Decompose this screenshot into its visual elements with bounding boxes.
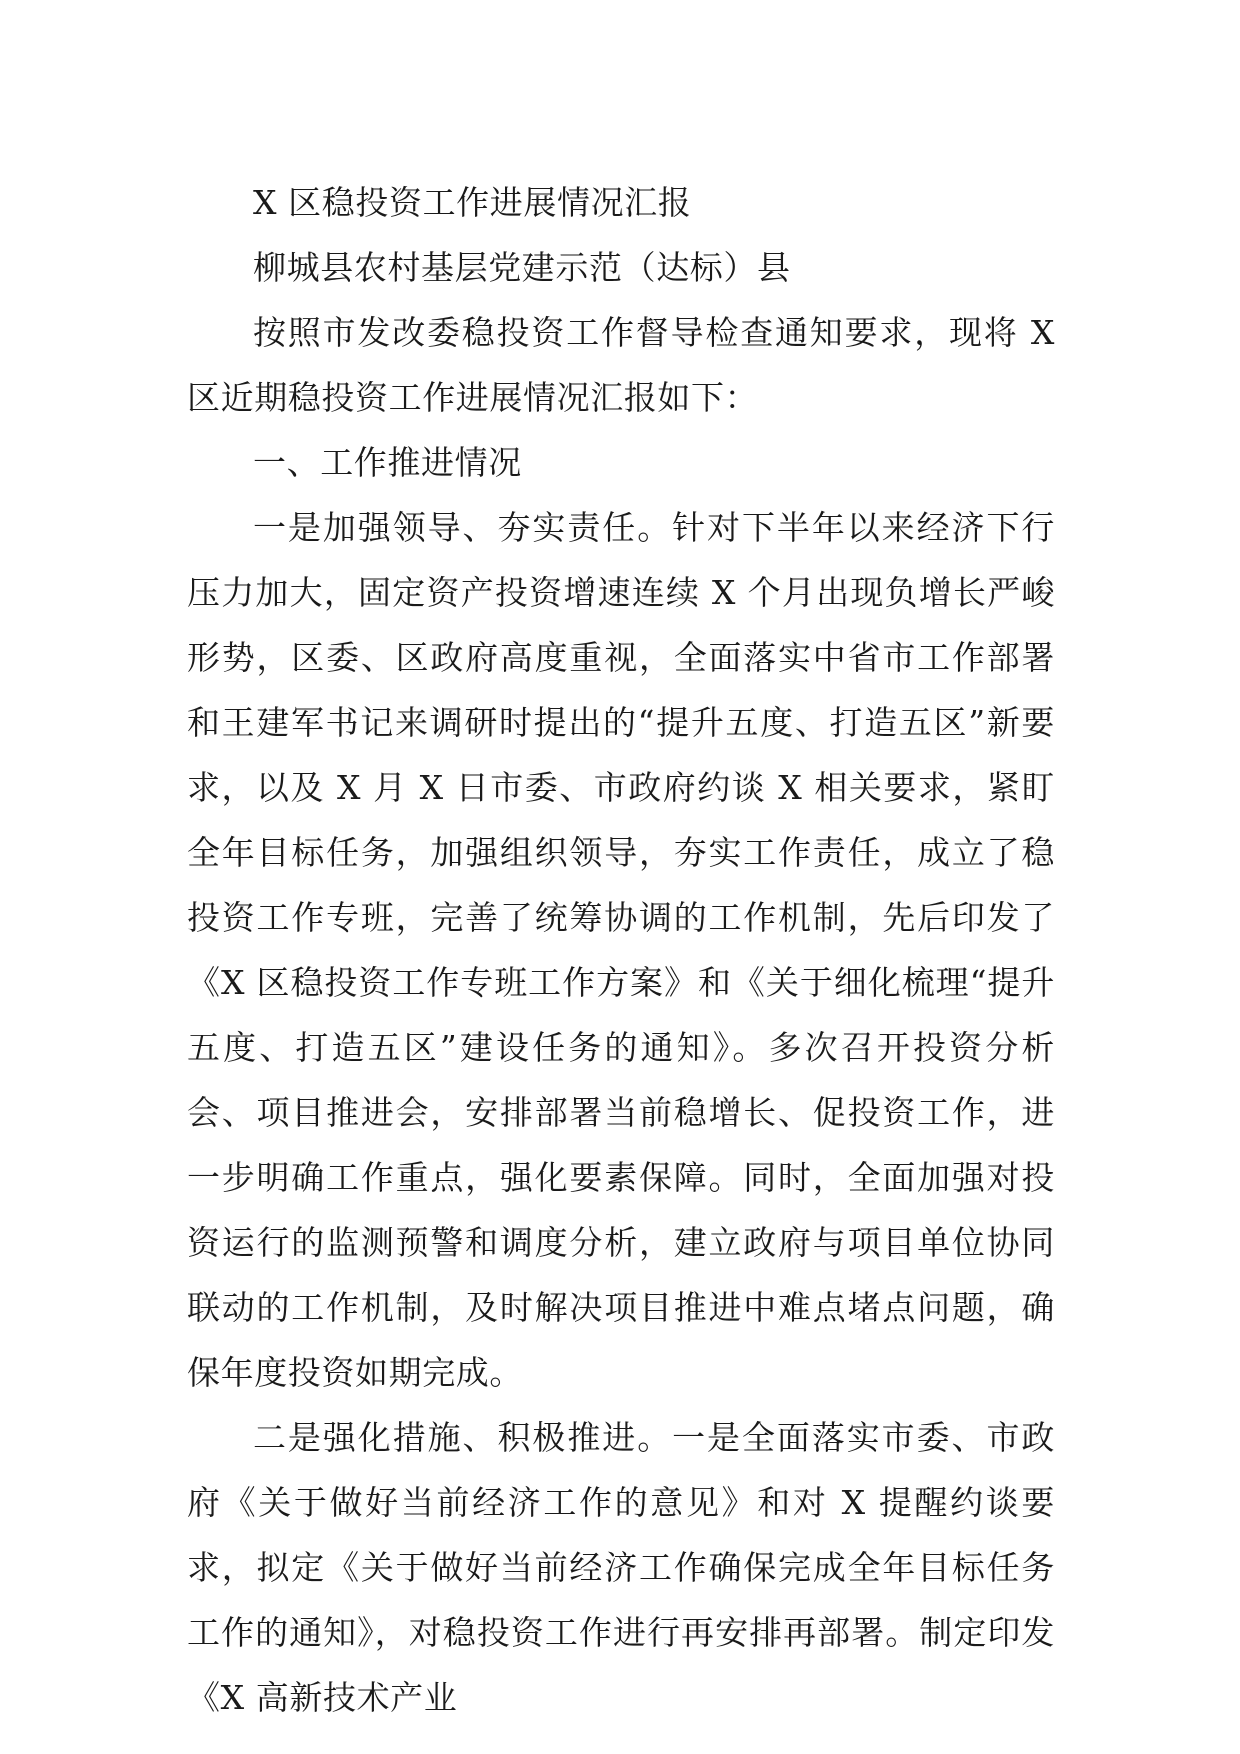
document-title: X 区稳投资工作进展情况汇报 xyxy=(253,183,692,222)
intro-paragraph: 按照市发改委稳投资工作督导检查通知要求，现将 X 区近期稳投资工作进展情况汇报如下： xyxy=(187,313,1055,417)
body-paragraph: 一是加强领导、夯实责任。针对下半年以来经济下行压力加大，固定资产投资增速连续 X 个月出现负增长严峻形势，区委、区政府高度重视，全面落实中省市工作部署和王建军书记来调研时提出的“提升五度、打造五区”新要求，以及 X 月 X 日市委、市政府约谈 X 相关要求，紧盯全年目标任务，加强组织领导，夯实工作责任，成立了稳投资工作专班，完善了统筹协调的工作机制，先后印发了《X 区稳投资工作专班工作方案》和《关于细化梳理“提升五度、打造五区”建设任务的通知》。多次召开投资分析会、项目推进会，安排部署当前稳增长、促投资工作，进一步明确工作重点，强化要素保障。同时，全面加强对投资运行的监测预警和调度分析，建立政府与项目单位协同联动的工作机制，及时解决项目推进中难点堵点问题，确保年度投资如期完成。 xyxy=(187,508,1055,1392)
document-subtitle: 柳城县农村基层党建示范（达标）县 xyxy=(253,248,791,287)
section-heading: 一、工作推进情况 xyxy=(253,443,522,482)
document-body xyxy=(187,170,1055,1730)
body-paragraph: 二是强化措施、积极推进。一是全面落实市委、市政府《关于做好当前经济工作的意见》和对 X 提醒约谈要求，拟定《关于做好当前经济工作确保完成全年目标任务工作的通知》，对稳投资工作进行再安排再部署。制定印发《X 高新技术产业 xyxy=(187,1418,1055,1717)
